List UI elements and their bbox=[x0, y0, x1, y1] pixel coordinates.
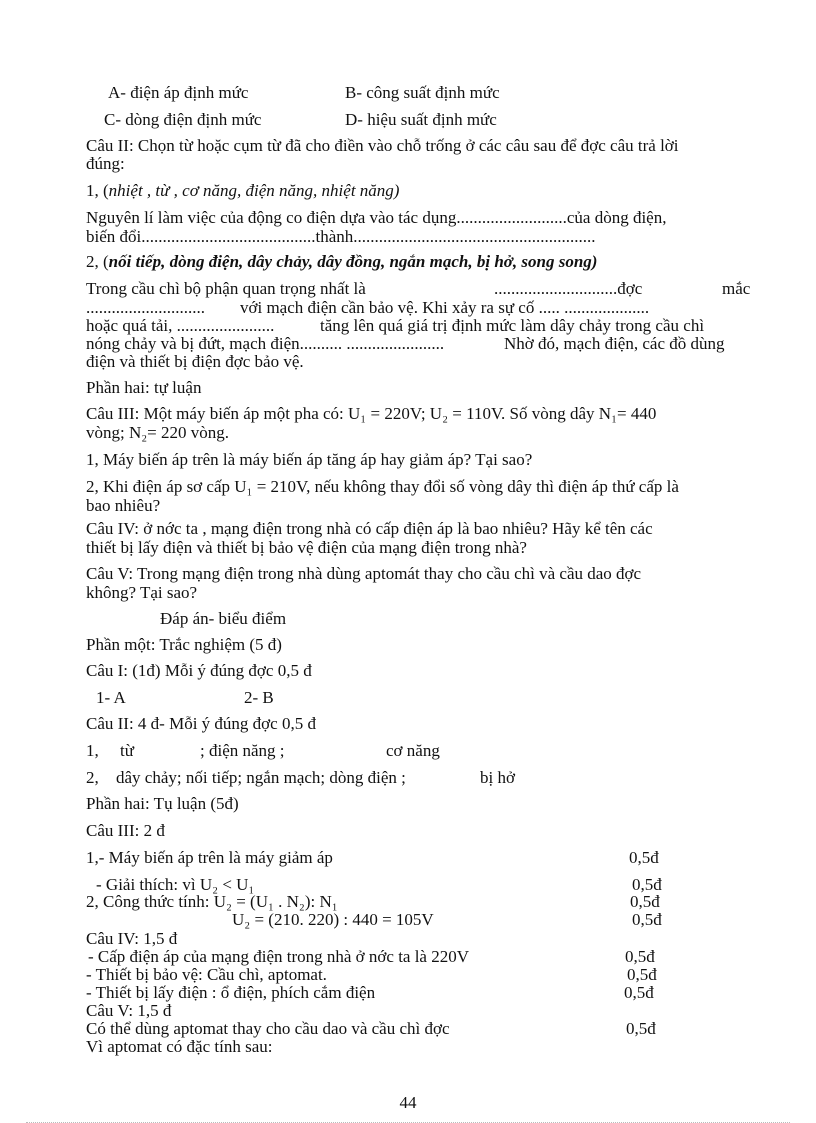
answers-q4-row-3: - Thiết bị lấy điện : ổ điện, phích cắm điện bbox=[86, 983, 376, 1002]
answers-q2-2-b: bị hở bbox=[480, 768, 515, 787]
page-number: 44 bbox=[399, 1093, 417, 1112]
answers-q2-1-a: từ bbox=[120, 741, 134, 760]
question-2-2-text-2: với mạch điện cần bảo vệ. Khi xảy ra sự cố ..... .................... bbox=[240, 298, 650, 317]
question-4-line1: Câu IV: ở nớc ta , mạng điện trong nhà có cấp điện áp là bao nhiêu? Hãy kể tên các bbox=[86, 519, 653, 538]
question-2-1-word-list: nhiệt , từ , cơ năng, điện năng, nhiệt năng) bbox=[108, 181, 400, 200]
option-b: B- công suất định mức bbox=[345, 83, 500, 102]
answers-question-2: Câu II: 4 đ- Mỗi ý đúng đợc 0,5 đ bbox=[86, 714, 316, 733]
question-2-2-prefix: 2, ( bbox=[86, 252, 109, 271]
option-d: D- hiệu suất định mức bbox=[345, 110, 497, 129]
question-3-2-line2: bao nhiêu? bbox=[86, 496, 161, 515]
answers-question-4: Câu IV: 1,5 đ bbox=[86, 929, 178, 948]
question-2-2-line3 bbox=[86, 316, 705, 335]
question-2-2-text-4a: nóng chảy và bị đứt, mạch điện.......... ....................... bbox=[86, 334, 445, 353]
answers-question-3: Câu III: 2 đ bbox=[86, 821, 165, 840]
answers-q4-row-1: - Cấp điện áp của mạng điện trong nhà ở nớc ta là 220V bbox=[88, 947, 470, 966]
answers-q2-1-c: cơ năng bbox=[386, 741, 440, 760]
question-5-line2: không? Tại sao? bbox=[86, 583, 198, 602]
answers-part-2: Phần hai: Tụ luận (5đ) bbox=[86, 794, 239, 813]
answers-q5-row-1: Có thể dùng aptomat thay cho cầu dao và cầu chì đợc bbox=[86, 1019, 450, 1038]
answers-q4-row-3-points: 0,5đ bbox=[624, 983, 654, 1002]
question-2-1-line2: biến đổi.........................................thành......................................................... bbox=[86, 227, 596, 246]
answers-q3-row-4-points: 0,5đ bbox=[632, 910, 662, 929]
question-2-2-blank-2: ............................ bbox=[86, 298, 205, 317]
answers-q3-row-3-points: 0,5đ bbox=[630, 892, 660, 911]
question-3-2-line1: 2, Khi điện áp sơ cấp U₁ = 210V, nếu không thay đổi số vòng dây thì điện áp thứ cấp là bbox=[86, 477, 679, 496]
question-2-2-line1 bbox=[86, 279, 751, 298]
question-3-1: 1, Máy biến áp trên là máy biến áp tăng áp hay giảm áp? Tại sao? bbox=[86, 450, 533, 469]
question-2-2-line4 bbox=[86, 334, 725, 353]
question-3-line2: vòng; N₂= 220 vòng. bbox=[86, 423, 230, 442]
question-5-line1: Câu V: Trong mạng điện trong nhà dùng aptomát thay cho cầu chì và cầu dao đợc bbox=[86, 564, 642, 583]
question-2-line2: đúng: bbox=[86, 154, 125, 173]
answers-part-1: Phần một: Trắc nghiệm (5 đ) bbox=[86, 635, 282, 654]
answers-q5-row-1-points: 0,5đ bbox=[626, 1019, 656, 1038]
question-2-2-line2 bbox=[86, 298, 650, 317]
question-2-line1: Câu II: Chọn từ hoặc cụm từ đã cho điền vào chỗ trống ở các câu sau để đợc câu trả lời bbox=[86, 136, 679, 155]
question-2-2-line5: điện và thiết bị điện đợc bảo vệ. bbox=[86, 352, 304, 371]
answers-q2-2 bbox=[86, 768, 515, 787]
answers-q4-row-2: - Thiết bị bảo vệ: Cầu chì, aptomat. bbox=[86, 965, 327, 984]
answers-q2-1-b: ; điện năng ; bbox=[200, 741, 285, 760]
answers-q1-item-1: 1- A bbox=[96, 688, 126, 707]
answers-q4-row-1-points: 0,5đ bbox=[625, 947, 655, 966]
question-2-2-word-list: nối tiếp, dòng điện, dây chảy, dây đồng, ngắn mạch, bị hở, song song) bbox=[108, 252, 598, 271]
question-2-2-blank-1: .............................đợc bbox=[494, 279, 643, 298]
question-2-2-text-3b: tăng lên quá giá trị định mức làm dây chảy trong cầu chì bbox=[320, 316, 705, 335]
answers-q3-row-1: 1,- Máy biến áp trên là máy giảm áp bbox=[86, 848, 333, 867]
question-2-1-line1: Nguyên lí làm việc của động co điện dựa vào tác dụng..........................của dòng điện, bbox=[86, 208, 667, 227]
answers-q2-1-num: 1, bbox=[86, 741, 99, 760]
question-2-2-text-c: mắc bbox=[722, 279, 751, 298]
question-2-1-prefix: 1, ( bbox=[86, 181, 109, 200]
answers-q3-row-3: 2, Công thức tính: U₂ = (U₁ . N₂): N₁ bbox=[86, 892, 338, 911]
question-2-2-text-a: Trong cầu chì bộ phận quan trọng nhất là bbox=[86, 279, 366, 298]
answers-q4-row-2-points: 0,5đ bbox=[627, 965, 657, 984]
option-a: A- điện áp định mức bbox=[108, 83, 249, 102]
answers-q3-row-4: U₂ = (210. 220) : 440 = 105V bbox=[232, 910, 434, 929]
answers-title: Đáp án- biểu điểm bbox=[160, 609, 287, 628]
answers-question-5: Câu V: 1,5 đ bbox=[86, 1001, 172, 1020]
answers-q3-row-2: - Giải thích: vì U₂ < U₁ bbox=[96, 875, 255, 894]
answers-question-1: Câu I: (1đ) Mỗi ý đúng đợc 0,5 đ bbox=[86, 661, 312, 680]
question-2-2-text-4b: Nhờ đó, mạch điện, các đồ dùng bbox=[504, 334, 725, 353]
answers-q5-row-2: Vì aptomat có đặc tính sau: bbox=[86, 1037, 273, 1056]
essay-heading: Phần hai: tự luận bbox=[86, 378, 202, 397]
answers-q3-row-2-points: 0,5đ bbox=[632, 875, 662, 894]
question-4-line2: thiết bị lấy điện và thiết bị bảo vệ điện của mạng điện trong nhà? bbox=[86, 538, 527, 557]
answers-q2-1 bbox=[86, 741, 440, 760]
answers-q3-row-1-points: 0,5đ bbox=[629, 848, 659, 867]
answers-q2-2-a: dây chảy; nối tiếp; ngắn mạch; dòng điện ; bbox=[116, 768, 406, 787]
answers-q1-item-2: 2- B bbox=[244, 688, 274, 707]
answers-q2-2-num: 2, bbox=[86, 768, 99, 787]
question-3-line1: Câu III: Một máy biến áp một pha có: U₁ = 220V; U₂ = 110V. Số vòng dây N₁= 440 bbox=[86, 404, 657, 423]
question-2-1-words bbox=[86, 182, 399, 200]
question-2-2-text-3a: hoặc quá tải, ....................... bbox=[86, 316, 275, 335]
option-c: C- dòng điện định mức bbox=[104, 110, 262, 129]
question-2-2-words bbox=[86, 253, 597, 271]
